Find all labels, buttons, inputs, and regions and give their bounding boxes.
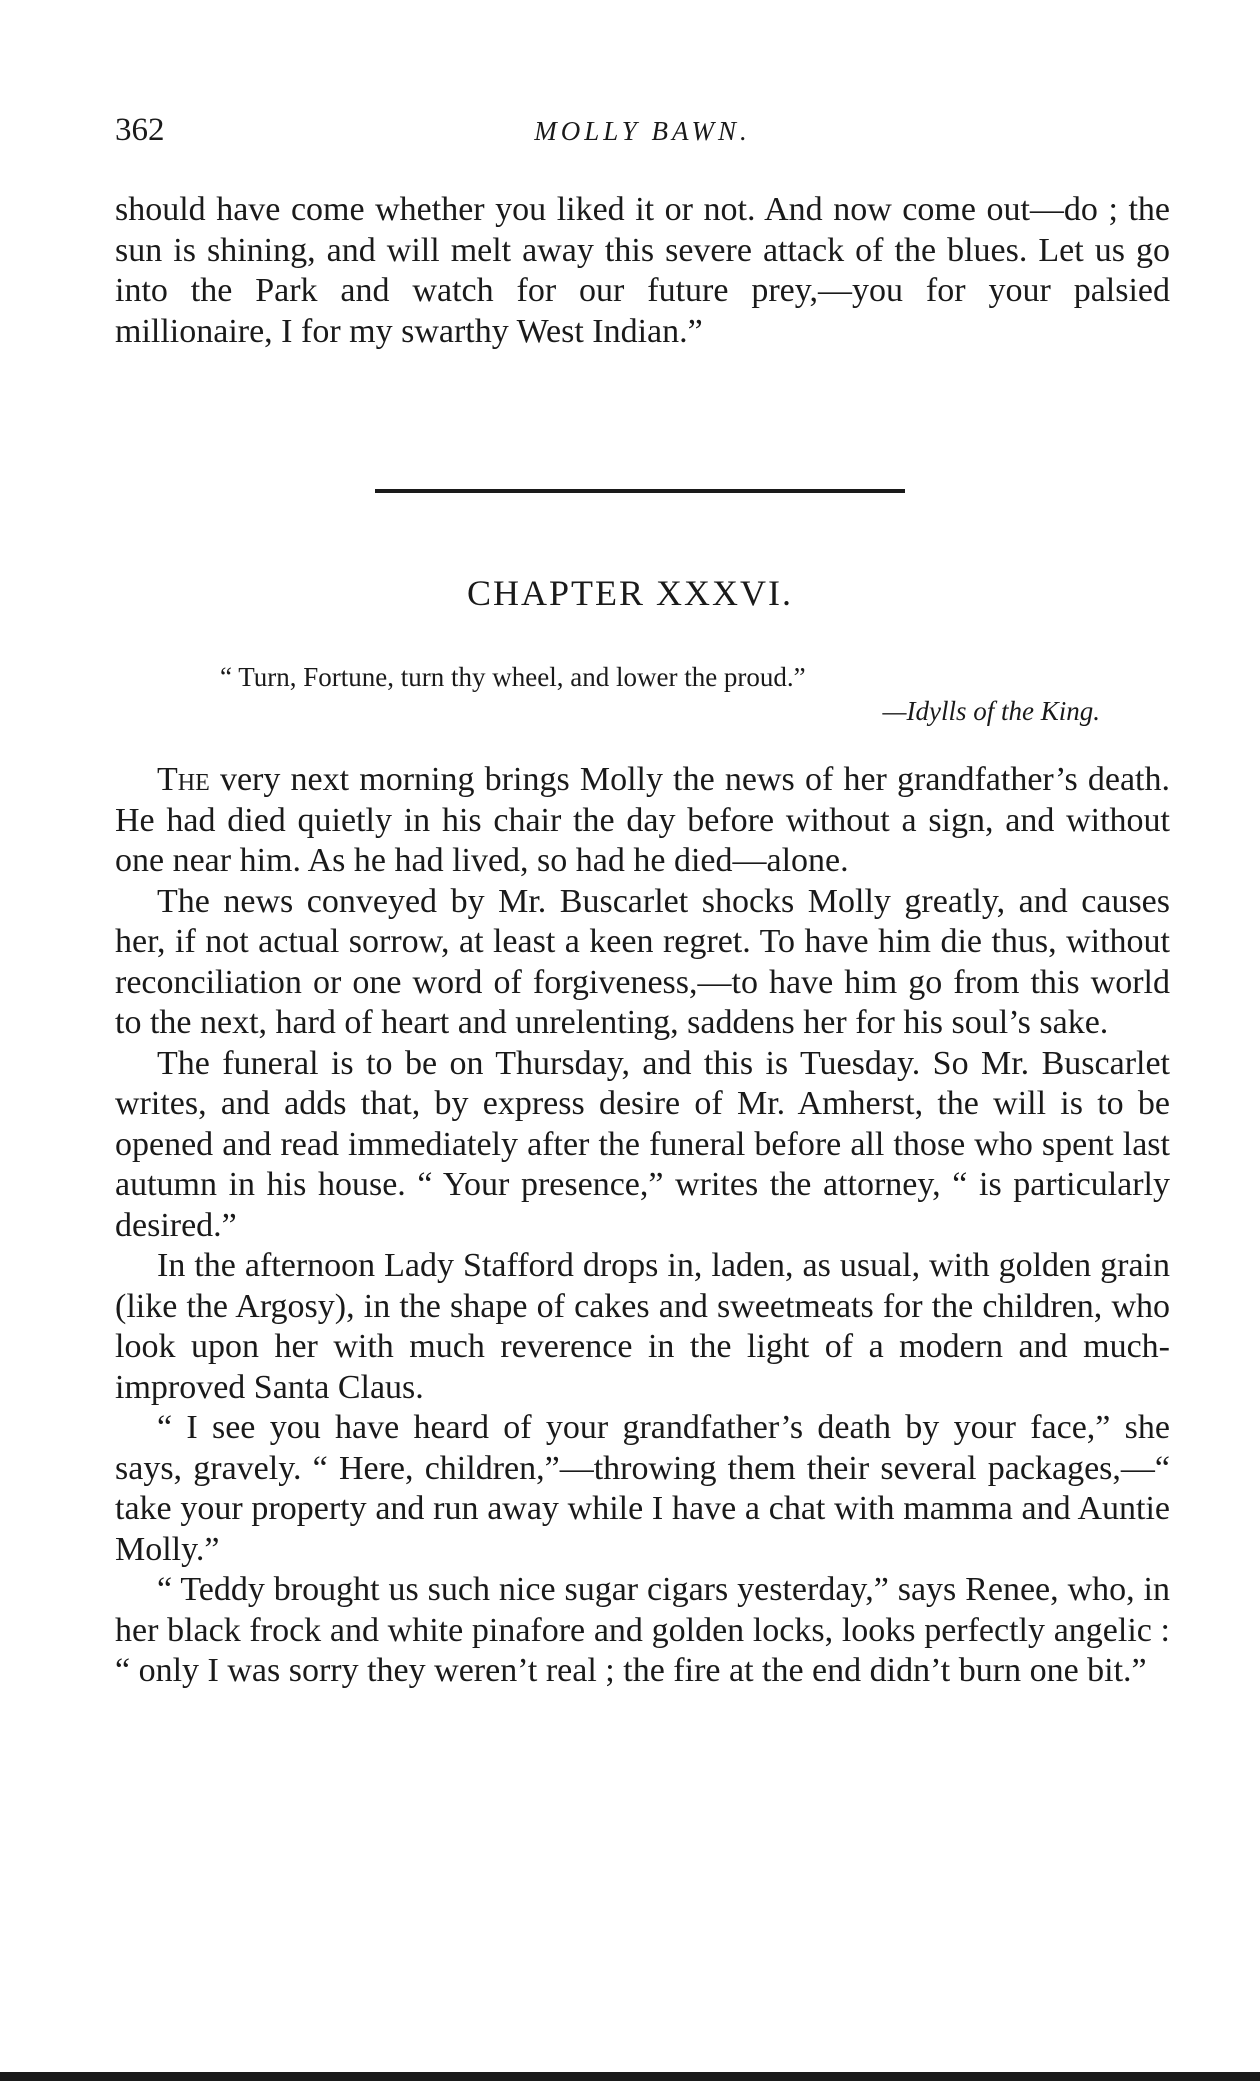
paragraph-4: In the afternoon Lady Stafford drops in, laden, as usual, with golden grain (like the Argosy), in the shape of cakes and sweetmeats for the children, who look upon her with much reverence in the light of a modern and much-improved Santa Claus. bbox=[115, 1247, 1170, 1406]
running-head bbox=[115, 112, 1170, 162]
epigraph-quote: “ Turn, Fortune, turn thy wheel, and lower the proud.” bbox=[220, 662, 806, 692]
paragraph-5: “ I see you have heard of your grandfather’s death by your face,” she says, gravely. “ Here, children,”—throwing them their several packages,—“ take your property and run away while I have a chat with mamma and Auntie Molly.” bbox=[115, 1409, 1170, 1568]
bottom-edge-rule bbox=[0, 2072, 1260, 2081]
drop-word: The bbox=[157, 761, 210, 798]
paragraph-3: The funeral is to be on Thursday, and this is Tuesday. So Mr. Buscarlet writes, and adds that, by express desire of Mr. Amherst, the will is to be opened and read immediately after the funeral before all those who spent last autumn in his house. “ Your presence,” writes the attorney, “ is particularly desired.” bbox=[115, 1044, 1170, 1244]
book-title: MOLLY BAWN. bbox=[534, 116, 751, 146]
continuation-paragraph bbox=[115, 190, 1170, 352]
chapter-body bbox=[115, 760, 1170, 1692]
epigraph bbox=[220, 660, 1100, 728]
page-number: 362 bbox=[115, 112, 165, 148]
paragraph-1 bbox=[115, 760, 1170, 882]
chapter-heading: CHAPTER XXXVI. bbox=[466, 573, 793, 613]
continuation-text: should have come whether you liked it or not. And now come out—do ; the sun is shining, and will melt away this severe attack of the blues. Let us go into the Park and watch for our future prey,—you for your palsied millionaire, I for my swarthy West Indian.” bbox=[115, 191, 1170, 350]
paragraph-6: “ Teddy brought us such nice sugar cigars yesterday,” says Renee, who, in her black frock and white pinafore and golden locks, looks perfectly angelic : “ only I was sorry they weren’t real ; the fire at the end didn’t burn one bit.” bbox=[115, 1571, 1170, 1689]
epigraph-source: —Idylls of the King. bbox=[882, 696, 1100, 726]
section-divider bbox=[375, 489, 905, 493]
paragraph-1-text: very next morning brings Molly the news of her grandfather’s death. He had died quietly in his chair the day before without a sign, and without one near him. As he had lived, so had he died—alone. bbox=[115, 761, 1170, 879]
paragraph-2: The news conveyed by Mr. Buscarlet shocks Molly greatly, and causes her, if not actual sorrow, at least a keen regret. To have him die thus, without reconciliation or one word of forgiveness,—to have him go from this world to the next, hard of heart and unrelenting, saddens her for his soul’s sake. bbox=[115, 882, 1170, 1041]
